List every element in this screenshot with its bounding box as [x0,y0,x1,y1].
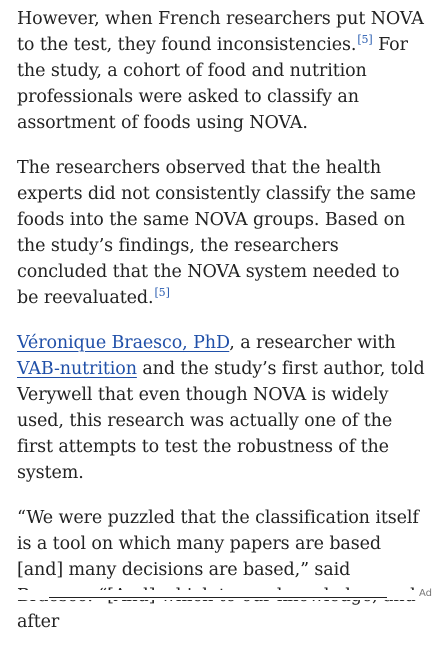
paragraph-4-text: “We were puzzled that the classification itself is a tool on which many papers are based [and] many decisions are based,” said after [17,508,419,632]
ad-divider [49,597,387,598]
paragraph-4 [17,505,425,635]
citation-link[interactable]: [5] [357,33,373,46]
ad-label: Ad [418,588,432,599]
paragraph-3-text-a: , a researcher with [229,333,396,353]
paragraph-2 [17,155,425,311]
paragraph-3-text-b: and the study’s first author, told Verywell that even though NOVA is widely used, this research was actually one of the first attempts to test the robustness of the system. [17,359,425,483]
ad-banner[interactable] [0,590,436,600]
paragraph-1 [17,6,425,136]
paragraph-1-text-a: However, when French researchers put NOVA to the test, they found inconsistencies. [17,9,424,55]
paragraph-1-text-b: For the study, a cohort of food and nutrition professionals were asked to classify an assortment of foods using NOVA. [17,35,408,133]
author-link[interactable]: Véronique Braesco, PhD [17,333,230,353]
organization-link[interactable]: VAB-nutrition [17,359,137,379]
paragraph-2-text: The researchers observed that the health experts did not consistently classify the same foods into the same NOVA groups. Based on the study’s findings, the researchers concluded that the NOVA system needed to be reevaluated. [17,158,416,308]
paragraph-3 [17,330,425,486]
article-body [17,6,425,654]
citation-link[interactable]: [5] [154,286,170,299]
